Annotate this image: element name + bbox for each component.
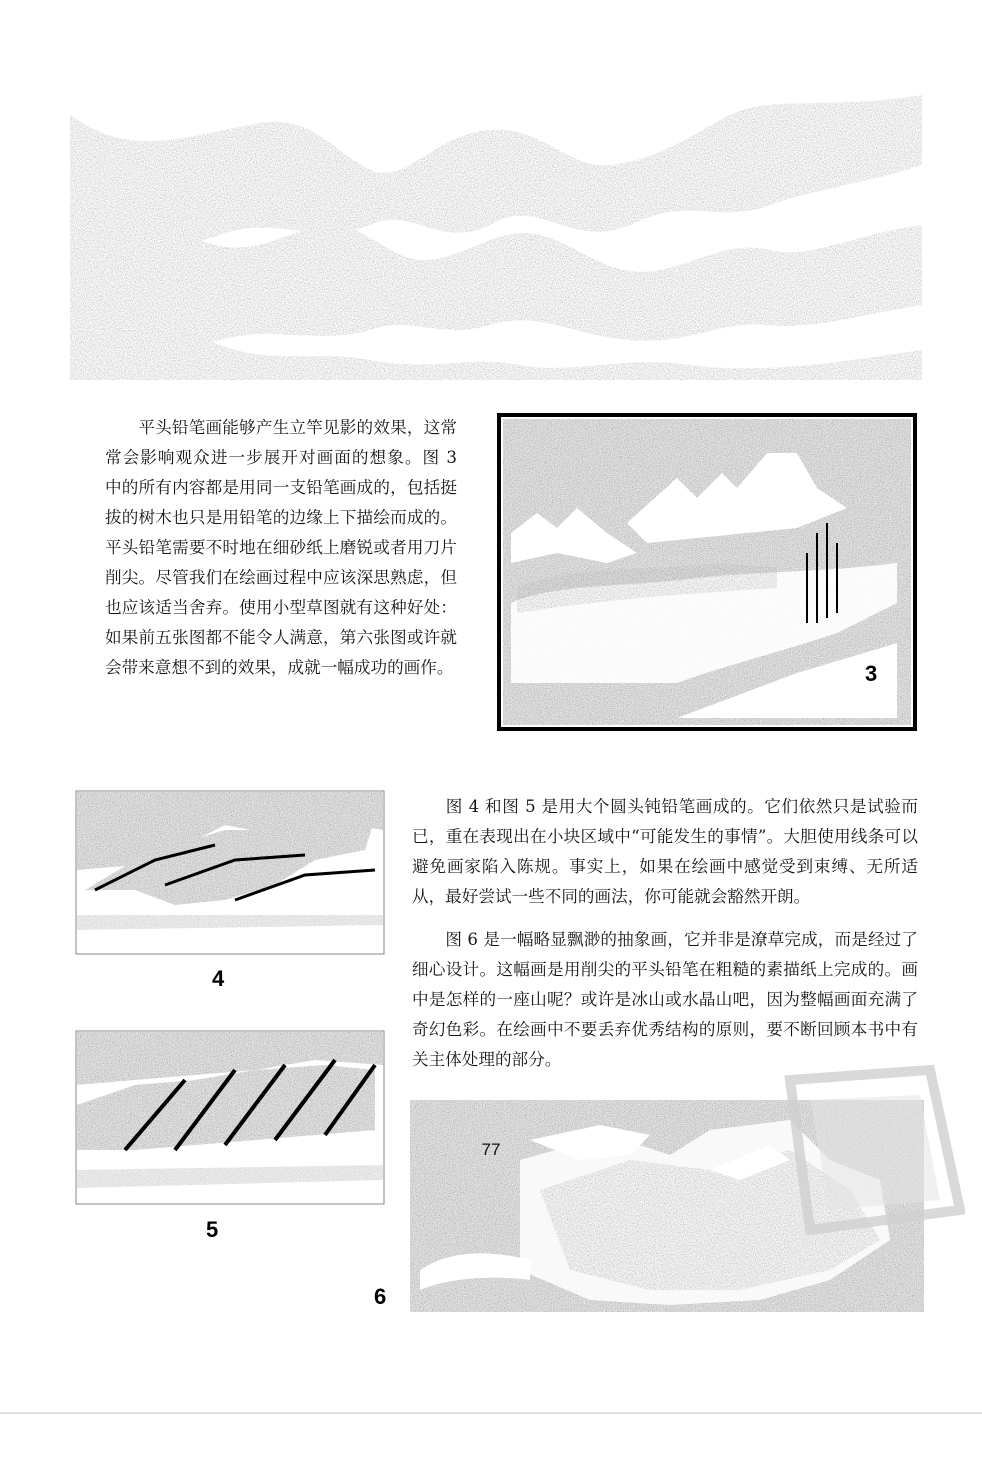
- figure-3-number: 3: [865, 661, 878, 686]
- figure-6-number: 6: [374, 1284, 387, 1309]
- paragraph-3: 图 6 是一幅略显飘渺的抽象画，它并非是潦草完成，而是经过了细心设计。这幅画是用削尖的平头铅笔在粗糙的素描纸上完成的。画中是怎样的一座山呢？或许是冰山或水晶山吧，因为整幅画面充满了奇幻色彩。在绘画中不要丢弃优秀结构的原则，要不断回顾本书中有关主体处理的部分。: [412, 930, 918, 1069]
- paragraph-2: 图 4 和图 5 是用大个圆头钝铅笔画成的。它们依然只是试验而已，重在表现出在小块区域中“可能发生的事情”。大胆使用线条可以避免画家陷入陈规。事实上，如果在绘画中感觉受到束缚、无所适从，最好尝试一些不同的画法，你可能就会豁然开朗。: [412, 797, 918, 906]
- figure-4-illustration: [75, 790, 385, 955]
- paragraph-1: 平头铅笔画能够产生立竿见影的效果，这常常会影响观众进一步展开对画面的想象。图 3 中的所有内容都是用同一支铅笔画成的，包括挺拔的树木也只是用铅笔的边缘上下描绘而成的。平头铅笔需要不时地在细砂纸上磨锐或者用刀片削尖。尽管我们在绘画过程中应该深思熟虑，但也应该适当舍弃。使用小型草图就有这种好处：如果前五张图都不能令人满意，第六张图或许就会带来意想不到的效果，成就一幅成功的画作。: [105, 418, 457, 677]
- page-bottom-rule: [0, 1412, 982, 1414]
- figure-5-number: 5: [206, 1217, 219, 1242]
- figure-5-illustration: [75, 1030, 385, 1205]
- figure-4-number: 4: [212, 966, 225, 991]
- stippled-mountains-illustration: [70, 75, 922, 380]
- figure-3-illustration: [497, 413, 917, 731]
- page-number: 77: [481, 1140, 501, 1159]
